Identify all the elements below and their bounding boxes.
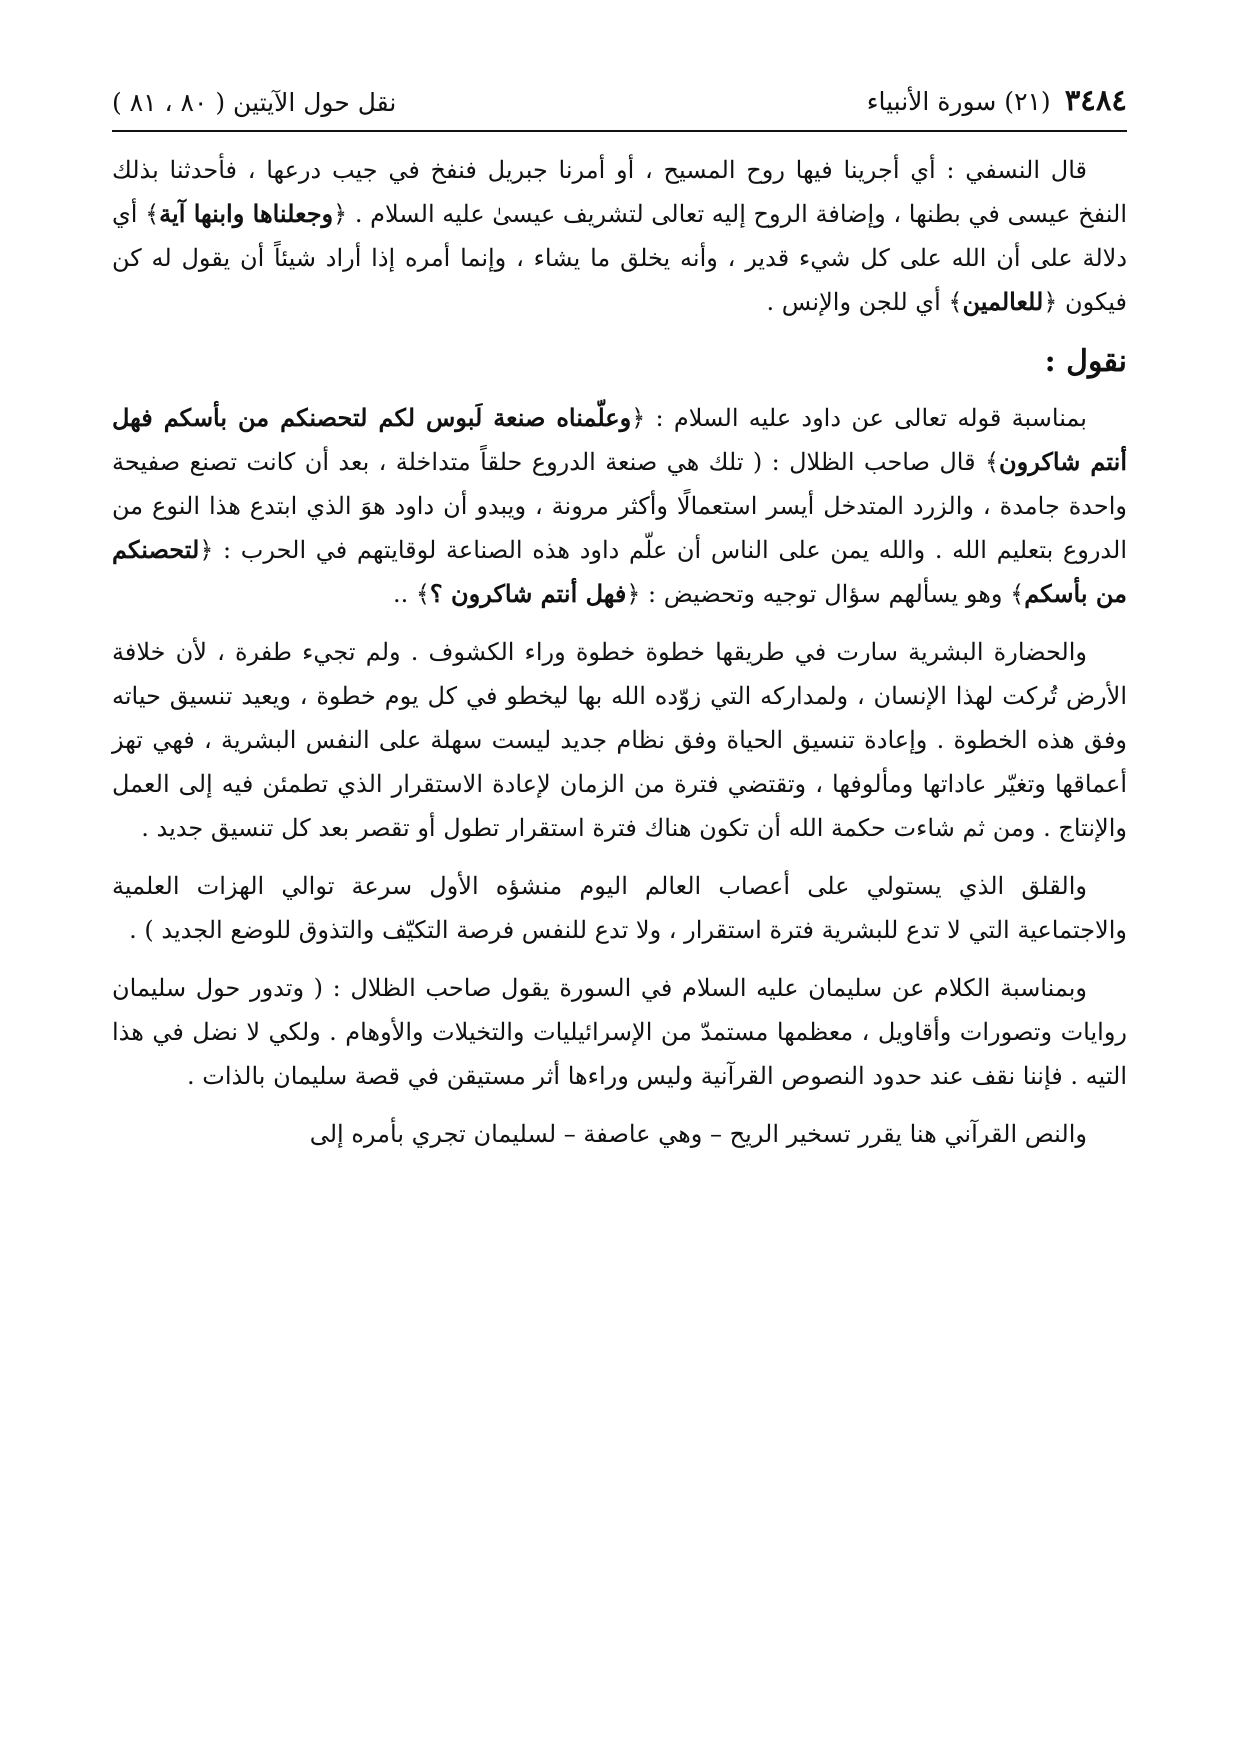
paragraph-civilization: والحضارة البشرية سارت في طريقها خطوة خطوة وراء الكشوف . ولم تجيء طفرة ، لأن خلافة الأرض تُركت لهذا الإنسان ، ولمداركه التي زوّده الله بها ليخطو في كل يوم خطوة ، ويعيد تنسيق حياته وفق هذه الخطوة . وإعادة تنسيق الحياة وفق نظام جديد ليست سهلة على النفس البشرية ، فهي تهز أعماقها وتغيّر عاداتها ومألوفها ، وتقتضي فترة من الزمان لإعادة الاستقرار الذي تطمئن فيه إلى العمل والإنتاج . ومن ثم شاءت حكمة الله أن تكون هناك فترة استقرار تطول أو تقصر بعد كل تنسيق جديد . [112,638,1128,842]
surah-title: (٢١) سورة الأنبياء [866,87,1051,117]
header-rule [112,130,1127,132]
quran-bracket-open: ﴿ [199,536,214,564]
quran-bracket-open: ﴿ [631,404,646,432]
quran-bracket-open: ﴿ [1043,288,1058,316]
quran-bracket-close: ﴾ [1010,580,1025,608]
quran-quote: وعلّمناه صنعة لَبوس لكم لتحصنكم من بأسكم فهل أنتم شاكرون [112,403,1127,476]
quran-bracket-close: ﴾ [415,580,430,608]
running-head [112,78,1127,118]
paragraph-nasafi: قال النسفي : أي أجرينا فيها روح المسيح ، أو أمرنا جبريل فنفخ في جيب درعها ، فأحدثنا بذلك النفخ عيسى في بطنها ، وإضافة الروح إليه تعالى لتشريف عيسىٰ عليه السلام . ﴿وجعلناها وابنها آية﴾ أي دلالة على أن الله على كل شيء قدير ، وأنه يخلق ما يشاء ، وإنما أمره إذا أراد شيئاً أن يقول له كن فيكون ﴿للعالمين﴾ أي للجن والإنس . [112,156,1128,316]
quran-bracket-close: ﴾ [984,448,1000,476]
paragraph-sulayman: وبمناسبة الكلام عن سليمان عليه السلام في السورة يقول صاحب الظلال : ( وتدور حول سليمان روايات وتصورات وأقاويل ، معظمها مستمدّ من الإسرائيليات والتخيلات والأوهام . ولكي لا نضل في هذا التيه . فإننا نقف عند حدود النصوص القرآنية وليس وراءها أثر مستيقن في قصة سليمان بالذات . [112,974,1127,1090]
quran-quote: فهل أنتم شاكرون ؟ [429,579,627,608]
running-head-right [867,83,1127,118]
quran-bracket-open: ﴿ [626,580,641,608]
quran-quote: للعالمين [962,287,1044,316]
quran-quote: وجعلناها وابنها آية [159,199,334,228]
section-heading: نقول : [1044,344,1127,379]
page-number: ٣٤٨٤ [1064,83,1127,118]
paragraph-dawud: بمناسبة قوله تعالى عن داود عليه السلام : ﴿وعلّمناه صنعة لَبوس لكم لتحصنكم من بأسكم فهل أنتم شاكرون﴾ قال صاحب الظلال : ( تلك هي صنعة الدروع حلقاً متداخلة ، بعد أن كانت تصنع صفيحة واحدة جامدة ، والزرد المتدخل أيسر استعمالًا وأكثر مرونة ، ويبدو أن داود هوَ الذي ابتدع هذا النوع من الدروع بتعليم الله . والله يمن على الناس أن علّم داود هذه الصناعة لوقايتهم في الحرب : ﴿لتحصنكم من بأسكم﴾ وهو يسألهم سؤال توجيه وتحضيض : ﴿فهل أنتم شاكرون ؟﴾ .. [112,403,1127,608]
main-text [112,148,1127,1170]
quran-bracket-close: ﴾ [145,200,160,228]
quran-bracket-open: ﴿ [333,200,348,228]
paragraph-wind: والنص القرآني هنا يقرر تسخير الريح – وهي عاصفة – لسليمان تجري بأمره إلى [309,1120,1087,1148]
section-topic: نقل حول الآيتين ( ٨٠ ، ٨١ ) [112,88,397,117]
paragraph-anxiety: والقلق الذي يستولي على أعصاب العالم اليوم منشؤه الأول سرعة توالي الهزات العلمية والاجتماعية التي لا تدع للبشرية فترة استقرار ، ولا تدع للنفس فرصة التكيّف والتذوق للوضع الجديد ) . [112,872,1127,944]
quran-quote: لتحصنكم من بأسكم [112,535,1127,608]
quran-bracket-close: ﴾ [948,288,963,316]
